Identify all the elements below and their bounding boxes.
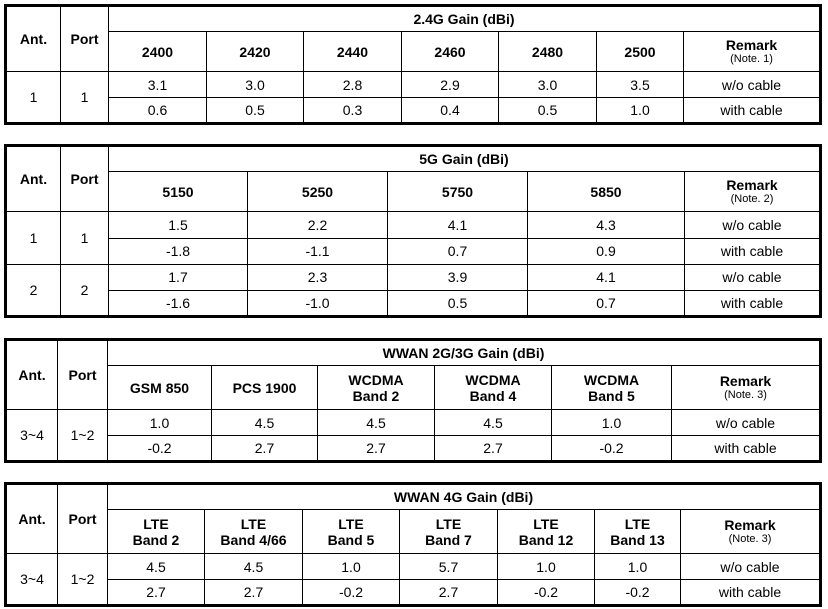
remark-cell: w/o cable (681, 554, 821, 580)
table-title: 2.4G Gain (dBi) (109, 6, 821, 32)
value-cell: 0.6 (109, 98, 207, 124)
value-cell: 1.0 (498, 554, 595, 580)
value-cell: 3.1 (109, 72, 207, 98)
gain-table-5g (4, 144, 822, 318)
value-cell: 1.0 (552, 410, 672, 436)
value-cell: -1.6 (109, 290, 248, 316)
column-header (552, 366, 672, 410)
remark-note: (Note. 1) (730, 53, 773, 65)
value-cell: 4.1 (388, 212, 528, 238)
column-header: 5250 (248, 172, 388, 212)
ant-header: Ant. (6, 6, 61, 72)
remark-label: Remark (726, 177, 778, 194)
value-cell: 2.9 (402, 72, 499, 98)
column-header-line: LTE (624, 515, 651, 532)
gain-table-wwan-4g (4, 482, 822, 607)
remark-cell: w/o cable (685, 212, 821, 238)
value-cell: -0.2 (303, 580, 400, 606)
value-cell: 0.5 (499, 98, 597, 124)
ant-header: Ant. (6, 484, 58, 554)
column-header: PCS 1900 (212, 366, 318, 410)
value-cell: 3.5 (597, 72, 684, 98)
port-cell: 1 (61, 72, 109, 124)
column-header-line: Band 13 (610, 531, 665, 548)
value-cell: 4.5 (435, 410, 552, 436)
column-header (205, 510, 303, 554)
value-cell: 0.5 (207, 98, 304, 124)
column-header-line: WCDMA (465, 371, 521, 388)
ant-header: Ant. (6, 146, 61, 212)
column-header (303, 510, 400, 554)
value-cell: 1.0 (108, 410, 212, 436)
column-header-line: WCDMA (583, 371, 640, 388)
gain-table-2-4g (4, 4, 822, 125)
remark-note: (Note. 3) (728, 533, 772, 545)
remark-note: (Note. 3) (724, 389, 767, 401)
value-cell: 4.1 (528, 264, 685, 290)
remark-cell: with cable (685, 238, 821, 264)
ant-header: Ant. (6, 340, 58, 410)
value-cell: 0.3 (304, 98, 402, 124)
value-cell: 4.5 (318, 410, 435, 436)
value-cell: 0.7 (388, 238, 528, 264)
value-cell: 0.4 (402, 98, 499, 124)
column-header (400, 510, 498, 554)
table-row (6, 290, 821, 316)
value-cell: 1.0 (595, 554, 681, 580)
table-row (6, 72, 821, 98)
column-header-line: WCDMA (348, 371, 404, 388)
column-header: 2500 (597, 32, 684, 72)
column-header-line: Band 2 (352, 387, 400, 404)
value-cell: 4.3 (528, 212, 685, 238)
column-header (318, 366, 435, 410)
port-header: Port (61, 146, 109, 212)
table-row (6, 264, 821, 290)
column-header-line: Band 2 (132, 531, 180, 548)
ant-cell: 3~4 (6, 410, 58, 462)
column-header (435, 366, 552, 410)
value-cell: 2.7 (108, 580, 205, 606)
port-header: Port (61, 6, 109, 72)
value-cell: 2.8 (304, 72, 402, 98)
port-header: Port (58, 340, 108, 410)
gain-table-wwan-2g3g (4, 338, 822, 463)
port-header: Port (58, 484, 108, 554)
column-header: 2480 (499, 32, 597, 72)
port-cell: 1~2 (58, 410, 108, 462)
value-cell: -0.2 (552, 436, 672, 462)
value-cell: 1.5 (109, 212, 248, 238)
value-cell: 0.9 (528, 238, 685, 264)
table-row (6, 410, 821, 436)
table-title: WWAN 4G Gain (dBi) (108, 484, 821, 510)
value-cell: -1.1 (248, 238, 388, 264)
remark-header (685, 172, 821, 212)
column-header: GSM 850 (108, 366, 212, 410)
table-title: 5G Gain (dBi) (109, 146, 821, 172)
value-cell: -0.2 (498, 580, 595, 606)
remark-header (684, 32, 821, 72)
column-header-line: Band 12 (518, 531, 574, 548)
remark-cell: w/o cable (685, 264, 821, 290)
table-title: WWAN 2G/3G Gain (dBi) (108, 340, 821, 366)
remark-cell: w/o cable (672, 410, 821, 436)
column-header (108, 510, 205, 554)
column-header-line: Band 7 (425, 531, 472, 548)
column-header-line: Band 5 (327, 531, 375, 548)
value-cell: -1.8 (109, 238, 248, 264)
table-row (6, 212, 821, 238)
value-cell: 1.0 (597, 98, 684, 124)
column-header: 2420 (207, 32, 304, 72)
value-cell: 4.5 (108, 554, 205, 580)
ant-cell: 2 (6, 264, 61, 316)
column-header: 2440 (304, 32, 402, 72)
remark-header (672, 366, 821, 410)
remark-cell: with cable (685, 290, 821, 316)
ant-cell: 1 (6, 72, 61, 124)
value-cell: 2.2 (248, 212, 388, 238)
value-cell: 2.3 (248, 264, 388, 290)
column-header-line: LTE (435, 515, 462, 532)
column-header: 5750 (388, 172, 528, 212)
remark-header (681, 510, 821, 554)
value-cell: -0.2 (108, 436, 212, 462)
remark-cell: with cable (672, 436, 821, 462)
remark-label: Remark (725, 37, 778, 53)
column-header: 2460 (402, 32, 499, 72)
port-cell: 1 (61, 212, 109, 264)
value-cell: 3.0 (499, 72, 597, 98)
value-cell: -0.2 (595, 580, 681, 606)
table-row (6, 98, 821, 124)
column-header-line: LTE (143, 515, 169, 532)
remark-cell: w/o cable (684, 72, 821, 98)
column-header: 2400 (109, 32, 207, 72)
column-header-line: LTE (338, 515, 364, 532)
ant-cell: 1 (6, 212, 61, 264)
value-cell: 0.5 (388, 290, 528, 316)
remark-label: Remark (724, 517, 776, 533)
value-cell: 2.7 (212, 436, 318, 462)
value-cell: 3.9 (388, 264, 528, 290)
table-row (6, 580, 821, 606)
remark-cell: with cable (681, 580, 821, 606)
column-header-line: Band 4 (469, 387, 517, 404)
value-cell: 3.0 (207, 72, 304, 98)
column-header (595, 510, 681, 554)
table-row (6, 554, 821, 580)
value-cell: 2.7 (400, 580, 498, 606)
value-cell: 1.0 (303, 554, 400, 580)
column-header-line: Band 5 (588, 387, 635, 404)
value-cell: 0.7 (528, 290, 685, 316)
remark-label: Remark (719, 373, 772, 389)
port-cell: 1~2 (58, 554, 108, 606)
remark-note: (Note. 2) (730, 193, 774, 206)
value-cell: 1.7 (109, 264, 248, 290)
value-cell: -1.0 (248, 290, 388, 316)
value-cell: 4.5 (205, 554, 303, 580)
column-header-line: LTE (533, 515, 559, 532)
value-cell: 2.7 (318, 436, 435, 462)
column-header: 5850 (528, 172, 685, 212)
value-cell: 4.5 (212, 410, 318, 436)
port-cell: 2 (61, 264, 109, 316)
remark-cell: with cable (684, 98, 821, 124)
column-header: 5150 (109, 172, 248, 212)
table-row (6, 436, 821, 462)
column-header-line: LTE (240, 515, 267, 532)
ant-cell: 3~4 (6, 554, 58, 606)
table-row (6, 238, 821, 264)
value-cell: 2.7 (205, 580, 303, 606)
column-header (498, 510, 595, 554)
column-header-line: Band 4/66 (220, 531, 287, 548)
value-cell: 5.7 (400, 554, 498, 580)
value-cell: 2.7 (435, 436, 552, 462)
